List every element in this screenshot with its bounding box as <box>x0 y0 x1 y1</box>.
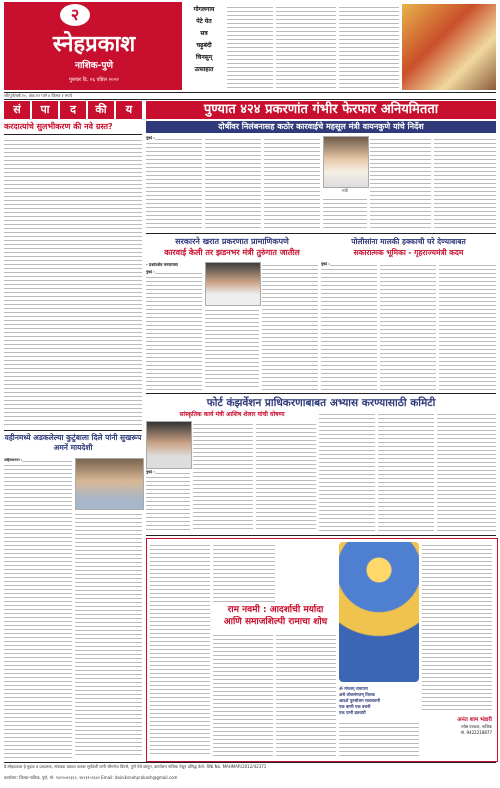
side-word: पेटे येत <box>196 18 212 25</box>
story5-place: मुंबई : <box>146 470 155 474</box>
lead-text-col <box>370 136 431 230</box>
story3-text-col <box>380 262 436 390</box>
story4-photo <box>75 458 144 510</box>
story5-text-col <box>378 411 434 532</box>
story5-text-col <box>146 470 190 532</box>
lead-photo <box>323 136 369 188</box>
lead-text-col <box>264 136 320 230</box>
feature-text-col <box>213 542 275 602</box>
sampadakiya-letter: सं <box>4 101 30 119</box>
story2-text-col <box>205 307 259 390</box>
story2-place: मुंबई : <box>146 270 155 274</box>
lead-photo-caption: मंत्री <box>342 188 348 193</box>
editorial-body <box>4 137 142 427</box>
story5-text-col <box>437 411 496 532</box>
feature-headline-line2: आणि समाजशिल्पी रामाचा शोध <box>223 617 328 627</box>
feature-poem <box>339 686 419 716</box>
lead-place: मुंबई : <box>146 136 155 140</box>
author-role: ज्येष्ठ पत्रकार, नाशिक <box>460 724 492 729</box>
editorial-headline: करदात्यांचे सुलभीकरण की नवे ग्रस्त? <box>4 122 113 131</box>
issue-number: २ <box>60 4 90 26</box>
story5-text-col <box>193 421 253 532</box>
author-phone: मो. 9422218877 <box>460 730 492 735</box>
lead-text-col <box>434 136 496 230</box>
ram-illustration <box>339 542 419 682</box>
divider <box>4 134 142 135</box>
lead-headline: पुण्यात ४२४ प्रकरणांत गंभीर फेरफार अनियमितता <box>146 101 496 119</box>
poem-line: असे लोकमंगलम् तिलक <box>339 692 375 697</box>
lead-text-col <box>323 196 367 230</box>
masthead-edition: नाशिक-पुणे <box>74 61 114 71</box>
sampadakiya-letter: की <box>88 101 114 119</box>
story3-text-col <box>321 262 377 390</box>
story2-headline <box>146 236 318 258</box>
poem-line: एक बाणी एक वचनी <box>339 704 371 709</box>
author-box <box>422 716 492 756</box>
story3-text-col <box>439 262 496 390</box>
story4-place: अहिल्यानगर : <box>4 458 23 462</box>
feature-text-col <box>276 632 336 756</box>
sampadakiya-letter: य <box>116 101 142 119</box>
poem-line: आदर्श पुरुषोत्तम सत्यवचनी <box>339 698 380 703</box>
regno-bar: जी/पुणे/वर्ष:२०, अंक:१९ पाने ४ किंमत १ रुपये <box>4 92 496 100</box>
story5-text-col <box>256 421 316 532</box>
footer-imprint: दै.स्नेहप्रकाश हे मुद्रक व प्रकाशक, संपादक प्रकाश कचरू सूर्यवंशी यांनी श्रीगणेश प्रिंटर्स, पुणे येथे छापून, कार्यालय नाशिक येथून प्रसिद्ध केले. RNI No. MAHMAR/2012/42371 <box>4 764 267 769</box>
top-brief-col <box>227 4 273 90</box>
footer-contact: कार्यालय: जिल्हा-नाशिक. पुणे, मो. ९४२२०४२३६२, ९४२३९५९६४२ Email: dainiksnehprakash@gmail.com <box>4 775 178 780</box>
feature-text-col <box>339 720 419 756</box>
feature-headline-line1: राम नवमी : आदर्शाची मर्यादा <box>227 605 324 615</box>
sampadakiya-letter: द <box>60 101 86 119</box>
author-name: अनंत शाम भंडारी <box>457 717 492 723</box>
story2-text-col <box>146 270 202 390</box>
story2-byline: - प्रशांतशेव मनवानजा <box>146 262 178 267</box>
side-word: उत्साहात <box>194 66 214 73</box>
masthead-title: स्नेहप्रकाश <box>52 32 136 57</box>
divider <box>146 393 496 394</box>
side-word: सत्र <box>200 30 208 37</box>
divider <box>4 762 496 763</box>
story3-headline-line2: सकारात्मक भूमिका - गृहराज्यमंत्री कदम <box>353 248 464 257</box>
story5-text-col <box>319 411 375 532</box>
top-brief-col <box>339 4 399 90</box>
divider <box>146 233 496 234</box>
story2-headline-line1: सरकारने खरात प्रकरणात प्रामाणिकपणे <box>175 237 289 246</box>
lead-subhead: दोषींवर निलंबनासह कठोर कारवाईचे महसूल मंत्री वायनकुणे यांचे निर्देश <box>146 121 496 133</box>
masthead-side-words <box>184 4 224 90</box>
lead-text-col <box>146 136 202 230</box>
poem-line: ॐ मंगलम् रामायण <box>339 686 368 691</box>
side-word: गोगलगाय <box>193 6 215 13</box>
feature-headline <box>213 604 338 628</box>
story4-text-col <box>4 458 72 758</box>
lead-text-col <box>205 136 261 230</box>
story2-text-col <box>262 262 318 390</box>
poem-line: एक पत्नी व्रतधारी <box>339 710 366 715</box>
story4-headline: वहीनमध्ये अडकलेल्या कुटुंबाला दिले पांनी सुखरूप अमनें मायदेशी <box>4 433 142 452</box>
masthead-date: गुरुवार दि. ०६ एप्रिल २०२२ <box>69 77 119 83</box>
sampadakiya-letter: पा <box>32 101 58 119</box>
sampadakiya-banner <box>4 101 142 119</box>
feature-text-col <box>213 632 273 756</box>
top-photo <box>402 4 496 90</box>
top-brief-col <box>276 4 336 90</box>
story4-text-col <box>75 511 142 758</box>
story2-headline-line2: कारवाई केली तर झडनभर मंत्री तुरुंगात जातील <box>164 248 300 257</box>
side-word: चिनसुन् <box>195 54 213 61</box>
story3-headline <box>321 236 496 258</box>
divider <box>4 430 142 431</box>
divider <box>146 535 496 536</box>
feature-text-col <box>422 542 492 712</box>
story5-headline: फोर्ट कंझर्वेशन प्राधिकरणाबाबत अभ्यास करण्यासाठी कमिटी <box>206 397 436 409</box>
story3-headline-line1: पोलीसांना मालकी हक्काची घरे देण्याबाबत <box>351 237 466 246</box>
story5-photo <box>146 421 192 469</box>
story2-photo <box>205 262 261 306</box>
feature-text-col <box>150 542 210 756</box>
story5-subhead: सांस्कृतिक कार्य मंत्री आशिष शेलार यांची घोषणा <box>179 411 285 418</box>
story3-place: मुंबई : <box>321 262 330 266</box>
side-word: चढ़ुबंदी <box>196 42 212 49</box>
